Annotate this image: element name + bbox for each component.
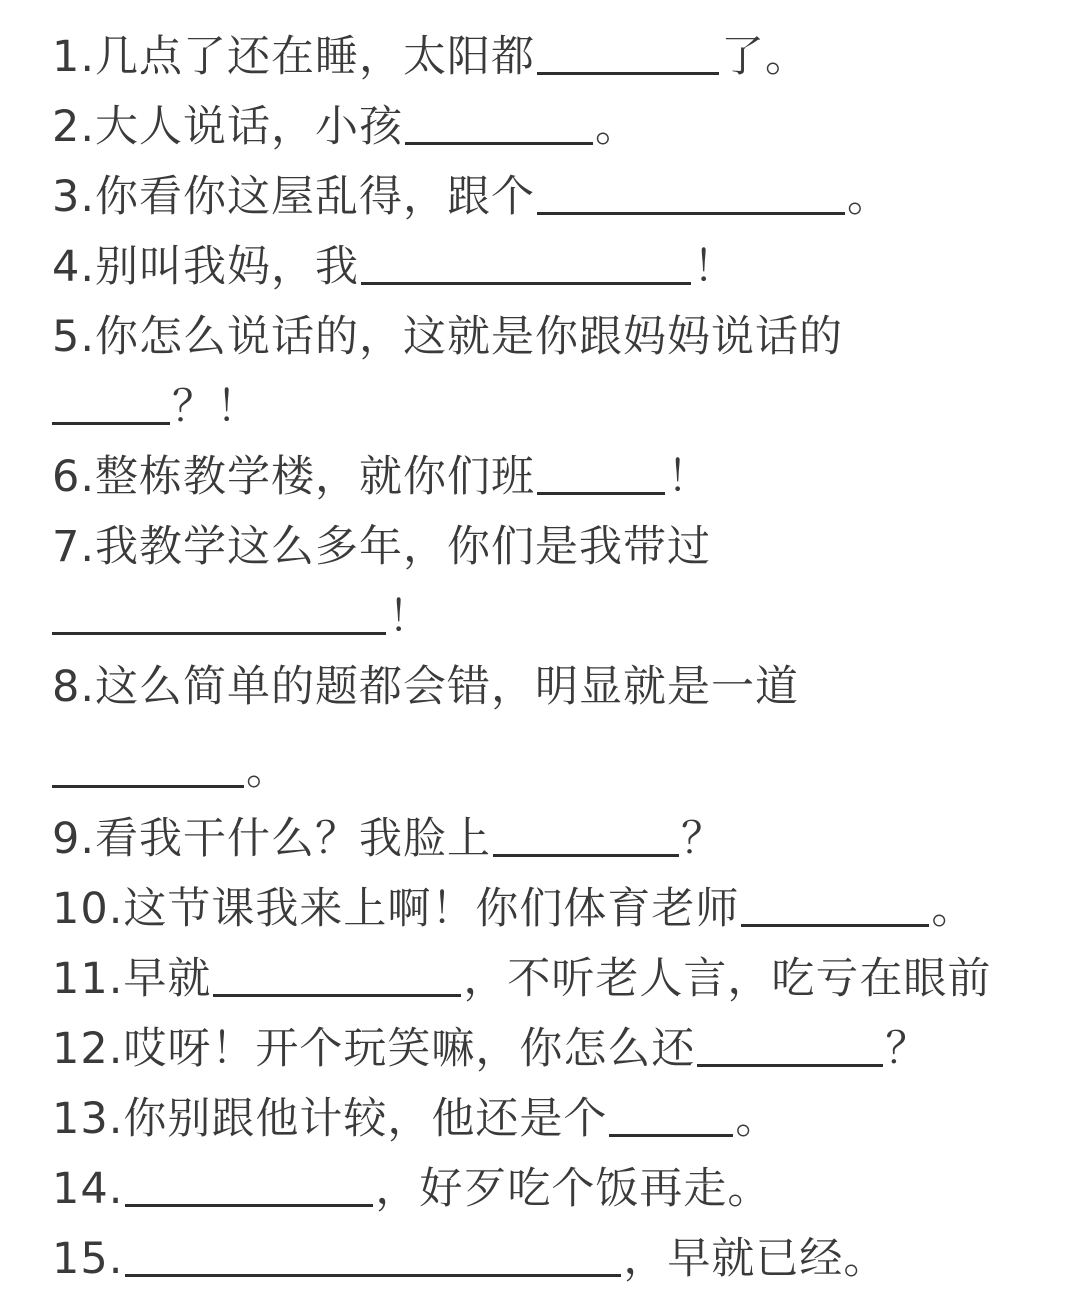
question-15 (52, 1224, 1072, 1294)
question-number: 2. (52, 102, 96, 152)
question-8 (52, 652, 1072, 722)
question-7-continuation (52, 582, 1072, 652)
question-ending: ！ (693, 242, 738, 292)
question-text: 大人说话，小孩 (95, 102, 404, 152)
question-text: 我教学这么多年，你们是我带过 (95, 522, 712, 572)
question-text: 你别跟他计较，他还是个 (123, 1094, 608, 1144)
question-ending: 。 (595, 102, 640, 152)
question-ending: ？ (681, 814, 726, 864)
question-number: 1. (52, 32, 96, 82)
question-9 (52, 804, 1072, 874)
answer-blank[interactable] (213, 956, 461, 997)
question-8-continuation (52, 722, 1072, 804)
question-ending: ！ (388, 592, 432, 642)
answer-blank[interactable] (125, 1236, 621, 1277)
answer-blank[interactable] (361, 244, 691, 285)
question-number: 13. (52, 1094, 124, 1144)
question-text: 早就 (123, 954, 212, 1004)
question-number: 7. (52, 522, 96, 572)
question-text: 这么简单的题都会错，明显就是一道 (95, 662, 800, 712)
question-ending: 了。 (721, 32, 810, 82)
question-text: 这节课我来上啊！你们体育老师 (123, 884, 740, 934)
question-5-continuation (52, 372, 1072, 442)
question-text: 你怎么说话的，这就是你跟妈妈说话的 (95, 312, 844, 362)
question-5 (52, 302, 1072, 372)
question-7 (52, 512, 1072, 582)
answer-blank[interactable] (52, 384, 170, 425)
question-ending: 。 (735, 1094, 780, 1144)
question-number: 15. (52, 1234, 124, 1284)
question-ending: 。 (847, 172, 892, 222)
answer-blank[interactable] (537, 454, 665, 495)
answer-blank[interactable] (493, 816, 679, 857)
question-number: 9. (52, 814, 96, 864)
question-ending: 。 (931, 884, 976, 934)
question-text: 你看你这屋乱得，跟个 (95, 172, 536, 222)
answer-blank[interactable] (741, 886, 929, 927)
question-number: 3. (52, 172, 96, 222)
question-4 (52, 232, 1072, 302)
question-ending: ，早就已经。 (623, 1234, 888, 1284)
question-10 (52, 874, 1072, 944)
fill-in-the-blank-sheet (52, 22, 1072, 1294)
question-text: 哎呀！开个玩笑嘛，你怎么还 (123, 1024, 696, 1074)
question-ending: ？！ (172, 382, 260, 432)
question-text: 整栋教学楼，就你们班 (95, 452, 536, 502)
question-ending: ，不听老人言，吃亏在眼前 (463, 954, 992, 1004)
question-number: 12. (52, 1024, 124, 1074)
question-number: 10. (52, 884, 124, 934)
question-ending: ，好歹吃个饭再走。 (375, 1164, 772, 1214)
question-1 (52, 22, 1072, 92)
question-ending: ？ (885, 1024, 930, 1074)
answer-blank[interactable] (697, 1026, 883, 1067)
question-number: 5. (52, 312, 96, 362)
answer-blank[interactable] (52, 594, 386, 635)
answer-blank[interactable] (609, 1096, 733, 1137)
question-number: 4. (52, 242, 96, 292)
answer-blank[interactable] (537, 34, 719, 75)
question-text: 几点了还在睡，太阳都 (95, 32, 536, 82)
question-ending: 。 (246, 745, 290, 795)
question-text: 别叫我妈，我 (95, 242, 360, 292)
answer-blank[interactable] (125, 1166, 373, 1207)
question-11 (52, 944, 1072, 1014)
question-3 (52, 162, 1072, 232)
question-2 (52, 92, 1072, 162)
question-number: 8. (52, 662, 96, 712)
question-ending: ！ (667, 452, 712, 502)
answer-blank[interactable] (405, 104, 593, 145)
question-12 (52, 1014, 1072, 1084)
question-number: 11. (52, 954, 124, 1004)
question-text: 看我干什么？我脸上 (95, 814, 492, 864)
question-6 (52, 442, 1072, 512)
question-number: 6. (52, 452, 96, 502)
question-13 (52, 1084, 1072, 1154)
question-14 (52, 1154, 1072, 1224)
question-number: 14. (52, 1164, 124, 1214)
answer-blank[interactable] (52, 747, 244, 788)
answer-blank[interactable] (537, 174, 845, 215)
